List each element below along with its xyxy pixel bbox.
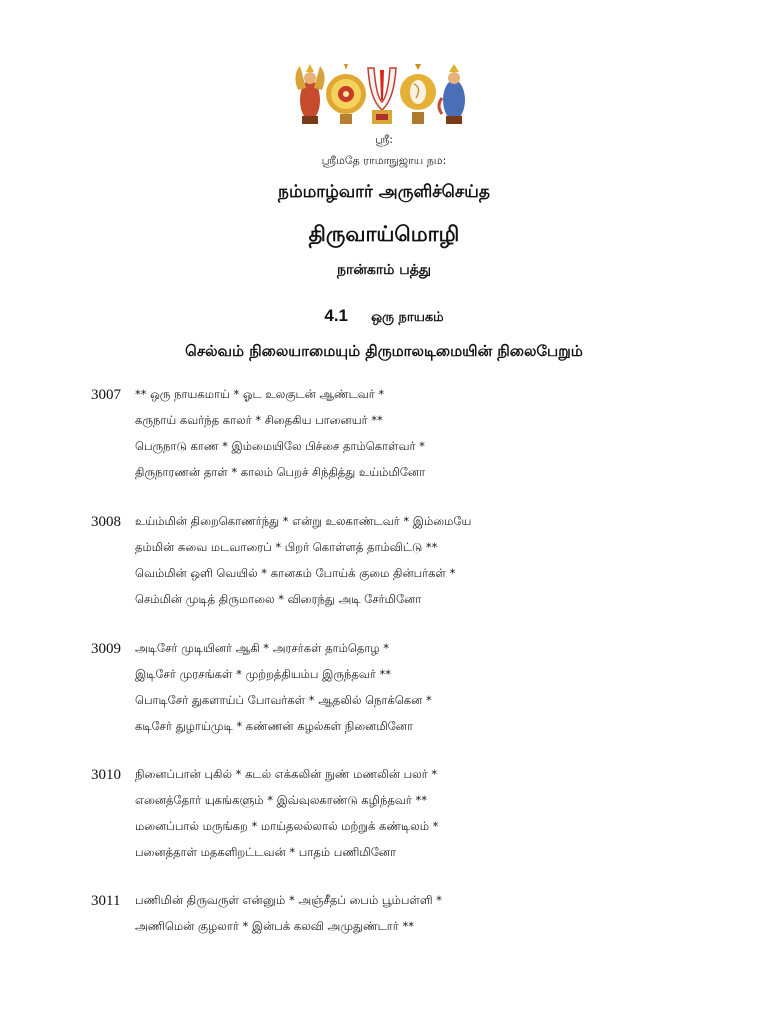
emblem-image <box>292 60 472 126</box>
verse-line: இடிசேர் முரசங்கள் * முற்றத்தியம்ப இருந்தவர் ** <box>135 667 392 681</box>
sri-invocation: ஸ்ரீ: <box>374 133 393 146</box>
ramanuja-invocation: ஸ்ரீமதே ராமாநுஜாய நம: <box>321 154 447 167</box>
section-heading <box>0 306 768 326</box>
verse-number: 3008 <box>91 514 121 530</box>
verse-line: ** ஒரு நாயகமாய் * ஓட உலகுடன் ஆண்டவர் * <box>135 387 385 401</box>
verse-line: பெருநாடு காண * இம்மையிலே பிச்சை தாம்கொள்வர் * <box>135 439 425 453</box>
verse-line: எனைத்தோர் யுகங்களும் * இவ்வுலகாண்டு கழிந்தவர் ** <box>135 793 427 807</box>
chakra-icon <box>326 64 366 124</box>
section-title: ஒரு நாயகம் <box>371 310 444 325</box>
verse-line: கடிசேர் துழாய்முடி * கண்ணன் கழல்கள் நினைமினோ <box>135 719 413 733</box>
decade-title: நான்காம் பத்து <box>337 262 431 278</box>
verse-line: பணிமின் திருவருள் என்னும் * அஞ்சீதப் பைம் பூம்பள்ளி * <box>135 893 442 907</box>
verse-line: பனைத்தாள் மதகளிறட்டவன் * பாதம் பணிமினோ <box>135 845 397 859</box>
section-number: 4.1 <box>324 306 348 325</box>
verse-line: மனைப்பால் மருங்கற * மாய்தலல்லால் மற்றுக் கண்டிலம் * <box>135 819 439 833</box>
section-subtitle: செல்வம் நிலையாமையும் திருமாலடிமையின் நிலைபேறும் <box>185 342 583 360</box>
garuda-figure-icon <box>295 64 324 124</box>
verse-number: 3007 <box>91 387 121 403</box>
verse-line: உய்ம்மின் திறைகொணர்ந்து * என்று உலகாண்டவர் * இம்மையே <box>135 514 472 528</box>
hanuman-figure-icon <box>439 64 465 124</box>
verse-line: பொடிசேர் துகளாய்ப் போவர்கள் * ஆதலில் நொக்கென * <box>135 693 432 707</box>
verse-line: நினைப்பான் புகில் * கடல் எக்கலின் நுண் மணலின் பலர் * <box>135 767 438 781</box>
verse-line: தம்மின் சுவை மடவாரைப் * பிறர் கொள்ளத் தாம்விட்டு ** <box>135 540 438 554</box>
verse-line: செம்மின் முடித் திருமாலை * விரைந்து அடி சேர்மினோ <box>135 592 422 606</box>
thirunamam-icon <box>368 68 396 124</box>
verse-line: அணிமென் குழலார் * இன்பக் கலவி அமுதுண்டார் ** <box>135 919 414 933</box>
verse-line: வெம்மின் ஒளி வெயில் * கானகம் போய்க் குமை தின்பர்கள் * <box>135 566 456 580</box>
work-title: திருவாய்மொழி <box>308 222 460 246</box>
verse-line: அடிசேர் முடியினர் ஆகி * அரசர்கள் தாம்தொழ * <box>135 641 390 655</box>
verse-line: திருநாரணன் தாள் * காலம் பெறச் சிந்தித்து உய்ம்மினோ <box>135 465 426 479</box>
verse-number: 3009 <box>91 641 121 657</box>
author-title: நம்மாழ்வார் அருளிச்செய்த <box>278 182 490 202</box>
verse-line: கருநாய் கவர்ந்த காலர் * சிதைகிய பானையர் ** <box>135 413 383 427</box>
verse-number: 3010 <box>91 767 121 783</box>
conch-icon <box>400 64 436 124</box>
verse-number: 3011 <box>91 893 121 909</box>
